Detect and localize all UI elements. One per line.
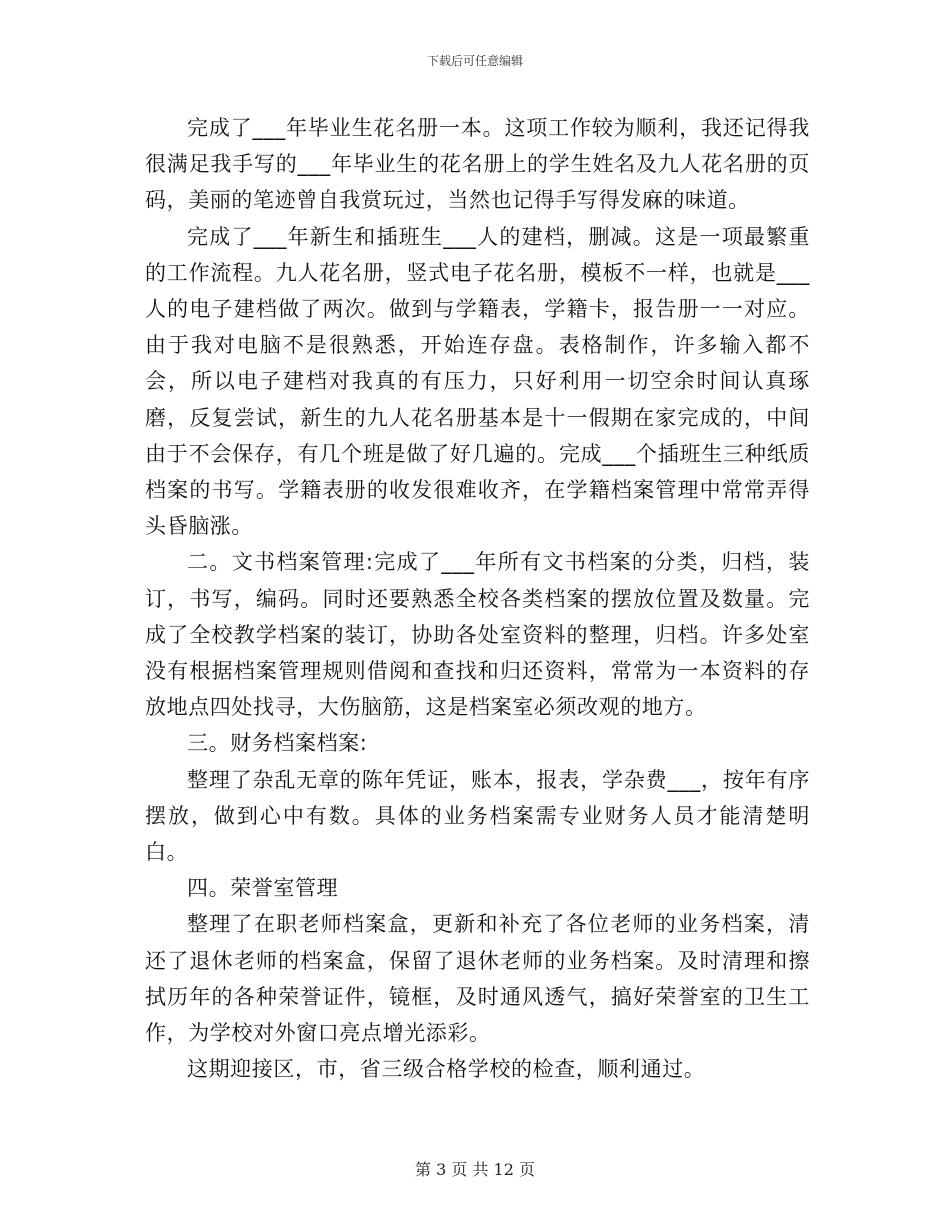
paragraph-document-archives: 二。文书档案管理:完成了___年所有文书档案的分类，归档，装订，书写，编码。同时还要熟悉全校各类档案的摆放位置及数量。完成了全校教学档案的装订，协助各处室资料的整理，归档。许多处室没有根据档案管理规则借阅和查找和归还资料，常常为一本资料的存放地点四处找寻，大伤脑筋，这是档案室必须改观的地方。 (145, 550, 810, 720)
page-number: 第 3 页 共 12 页 (415, 1160, 535, 1179)
document-body (145, 110, 810, 1087)
page-header: 下载后可任意编辑 (426, 54, 523, 68)
paragraph-inspection: 这期迎接区，市，省三级合格学校的检查，顺利通过。 (187, 1057, 706, 1082)
paragraph-honor-room: 整理了在职老师档案盒，更新和补充了各位老师的业务档案，清还了退休老师的档案盒，保留了退休老师的业务档案。及时清理和擦拭历年的各种荣誉证件，镜框，及时通风透气，搞好荣誉室的卫生工作，为学校对外窗口亮点增光添彩。 (145, 912, 810, 1046)
paragraph-finance-archives: 整理了杂乱无章的陈年凭证，账本，报表，学杂费___，按年有序摆放，做到心中有数。具体的业务档案需专业财务人员才能清楚明白。 (145, 767, 810, 865)
heading-finance-archives: 三。财务档案档案: (187, 731, 368, 756)
paragraph-new-student-records: 完成了___年新生和插班生___人的建档，删减。这是一项最繁重的工作流程。九人花名册，竖式电子花名册，模板不一样，也就是___人的电子建档做了两次。做到与学籍表，学籍卡，报告册一一对应。由于我对电脑不是很熟悉，开始连存盘。表格制作，许多输入都不会，所以电子建档对我真的有压力，只好利用一切空余时间认真琢磨，反复尝试，新生的九人花名册基本是十一假期在家完成的，中间由于不会保存，有几个班是做了好几遍的。完成___个插班生三种纸质档案的书写。学籍表册的收发很难收齐，在学籍档案管理中常常弄得头昏脑涨。 (145, 224, 810, 539)
paragraph-graduate-roster: 完成了___年毕业生花名册一本。这项工作较为顺利，我还记得我很满足我手写的___年毕业生的花名册上的学生姓名及九人花名册的页码，美丽的笔迹曾自我赏玩过，当然也记得手写得发麻的味道。 (145, 116, 810, 213)
heading-honor-room: 四。荣誉室管理 (187, 876, 339, 901)
